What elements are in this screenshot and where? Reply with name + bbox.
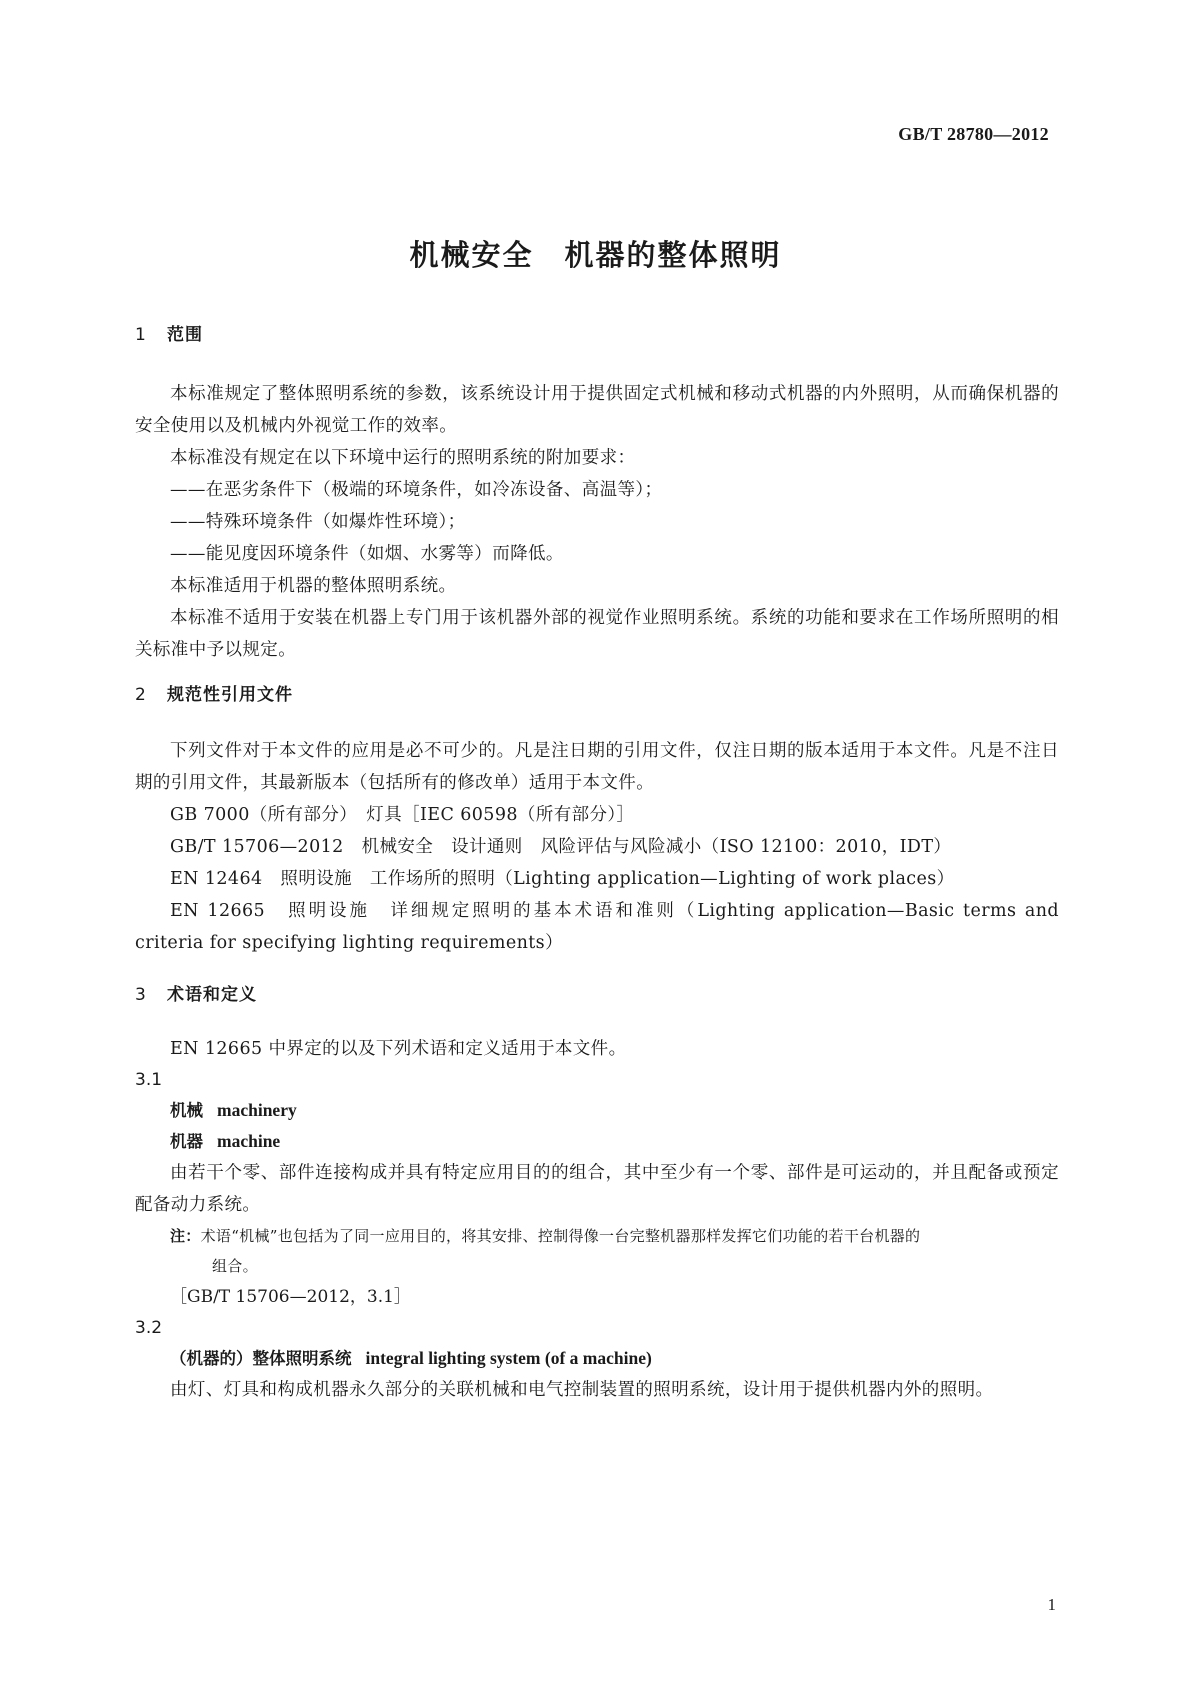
- reference-item: GB/T 15706—2012 机械安全 设计通则 风险评估与风险减小（ISO 12100：2010，IDT）: [170, 837, 952, 857]
- term-definition: 由灯、灯具和构成机器永久部分的关联机械和电气控制装置的照明系统，设计用于提供机器内外的照明。: [170, 1380, 994, 1400]
- page-number: 1: [1047, 1595, 1056, 1614]
- section-number: 1: [135, 325, 147, 345]
- term-en: integral lighting system (of a machine): [365, 1348, 652, 1368]
- term-entry: [135, 1343, 1059, 1374]
- section-title: 规范性引用文件: [167, 685, 293, 705]
- section-1-body: [135, 378, 1059, 666]
- term-zh: （机器的）整体照明系统: [170, 1349, 352, 1368]
- term-en: machine: [217, 1131, 281, 1151]
- section-2-body: [135, 735, 1059, 959]
- section-number: 2: [135, 685, 147, 705]
- section-3-heading: [135, 980, 1059, 1005]
- document-title: 机械安全 机器的整体照明: [409, 238, 782, 272]
- term-entry: [135, 1095, 1059, 1126]
- paragraph: EN 12665 中界定的以及下列术语和定义适用于本文件。: [170, 1039, 627, 1059]
- paragraph: 本标准没有规定在以下环境中运行的照明系统的附加要求：: [170, 448, 636, 468]
- list-item: ——特殊环境条件（如爆炸性环境）；: [170, 512, 466, 532]
- paragraph: 本标准适用于机器的整体照明系统。: [170, 576, 457, 596]
- reference-item: EN 12665 照明设施 详细规定照明的基本术语和准则（Lighting application—Basic terms and criteria for specifying lighting requirements）: [135, 901, 1059, 953]
- term-definition: 由若干个零、部件连接构成并具有特定应用目的的组合，其中至少有一个零、部件是可运动的，并且配备或预定配备动力系统。: [135, 1163, 1059, 1215]
- paragraph: 本标准不适用于安装在机器上专门用于该机器外部的视觉作业照明系统。系统的功能和要求在工作场所照明的相关标准中予以规定。: [135, 608, 1059, 660]
- term-en: machinery: [217, 1100, 297, 1120]
- section-title: 范围: [167, 325, 203, 345]
- reference-item: GB 7000（所有部分） 灯具［IEC 60598（所有部分）］: [170, 805, 635, 825]
- term-entry: [135, 1126, 1059, 1157]
- section-number: 3: [135, 985, 147, 1005]
- section-2-heading: [135, 680, 1059, 705]
- paragraph: 本标准规定了整体照明系统的参数，该系统设计用于提供固定式机械和移动式机器的内外照明，从而确保机器的安全使用以及机械内外视觉工作的效率。: [135, 384, 1059, 436]
- subsection-number: 3.2: [135, 1318, 163, 1338]
- term-zh: 机械: [170, 1101, 203, 1120]
- paragraph: 下列文件对于本文件的应用是必不可少的。凡是注日期的引用文件，仅注日期的版本适用于本文件。凡是不注日期的引用文件，其最新版本（包括所有的修改单）适用于本文件。: [135, 741, 1059, 793]
- note-text: 组合。: [212, 1257, 258, 1275]
- note-continuation: [135, 1251, 1059, 1281]
- list-item: ——在恶劣条件下（极端的环境条件，如冷冻设备、高温等）；: [170, 480, 663, 500]
- note: [135, 1221, 1059, 1251]
- standard-code: GB/T 28780—2012: [898, 124, 1049, 144]
- term-zh: 机器: [170, 1132, 203, 1151]
- reference-item: EN 12464 照明设施 工作场所的照明（Lighting application—Lighting of work places）: [170, 869, 955, 889]
- list-item: ——能见度因环境条件（如烟、水雾等）而降低。: [170, 544, 564, 564]
- subsection-number: 3.1: [135, 1070, 163, 1090]
- section-1-heading: [135, 320, 1059, 345]
- section-title: 术语和定义: [167, 985, 257, 1005]
- note-text: 术语“机械”也包括为了同一应用目的，将其安排、控制得像一台完整机器那样发挥它们功能的若干台机器的: [200, 1227, 921, 1245]
- note-label: 注：: [170, 1227, 201, 1245]
- section-3-body: [135, 1033, 1059, 1406]
- term-source: ［GB/T 15706—2012，3.1］: [170, 1287, 411, 1307]
